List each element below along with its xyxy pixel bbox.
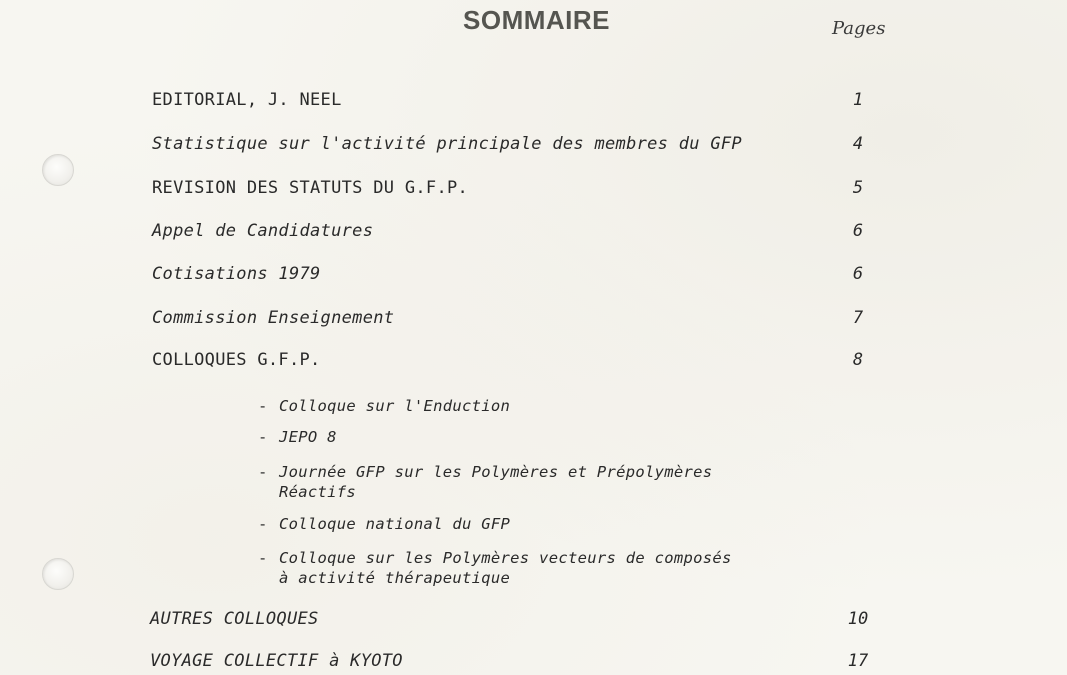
toc-entry-title: REVISION DES STATUTS DU G.F.P.	[152, 178, 469, 198]
toc-entry-title: Commission Enseignement	[152, 308, 395, 328]
colloque-sub-item-text: JEPO 8	[279, 428, 337, 446]
toc-entry-title: COLLOQUES G.F.P.	[152, 350, 321, 370]
toc-entry-autres-colloques	[0, 609, 1067, 633]
pages-column-header: Pages	[832, 18, 886, 39]
dash-bullet: -	[258, 428, 268, 446]
toc-entry-editorial	[0, 90, 1067, 114]
colloque-sub-item-text: Colloque sur les Polymères vecteurs de composés	[279, 549, 732, 567]
dash-bullet: -	[258, 515, 268, 533]
toc-entry-title: AUTRES COLLOQUES	[150, 609, 319, 629]
page-title: SOMMAIRE	[463, 5, 610, 35]
toc-entry-page: 4	[852, 134, 864, 154]
toc-entry-cotisations	[0, 264, 1067, 288]
toc-entry-commission-enseignement	[0, 308, 1067, 332]
toc-entry-title: Appel de Candidatures	[152, 221, 374, 241]
toc-entry-statistique	[0, 134, 1067, 158]
toc-entry-page: 5	[852, 178, 864, 198]
toc-entry-page: 8	[852, 350, 864, 370]
dash-bullet: -	[258, 549, 268, 567]
dash-bullet: -	[258, 397, 268, 415]
toc-entry-page: 1	[852, 90, 864, 110]
toc-entry-page: 6	[852, 264, 864, 284]
toc-entry-page: 10	[847, 609, 869, 629]
colloque-sub-item-continuation: Réactifs	[279, 483, 357, 501]
binder-hole-icon	[42, 558, 74, 590]
toc-entry-title: VOYAGE COLLECTIF à KYOTO	[150, 651, 403, 671]
toc-entry-page: 6	[852, 221, 864, 241]
dash-bullet: -	[258, 463, 268, 481]
colloque-sub-item-text: Colloque sur l'Enduction	[279, 397, 511, 415]
toc-entry-title: Statistique sur l'activité principale des membres du GFP	[152, 134, 742, 154]
colloque-sub-item-text: Journée GFP sur les Polymères et Prépolymères	[279, 463, 713, 481]
toc-entry-colloques-gfp	[0, 350, 1067, 374]
colloque-sub-item-text: Colloque national du GFP	[279, 515, 511, 533]
colloque-sub-item	[258, 548, 732, 588]
colloque-sub-item	[258, 396, 510, 416]
toc-entry-appel-candidatures	[0, 221, 1067, 245]
colloque-sub-item	[258, 514, 510, 534]
toc-entry-voyage-kyoto	[0, 651, 1067, 675]
toc-entry-page: 7	[852, 308, 864, 328]
toc-entry-page: 17	[847, 651, 869, 671]
colloque-sub-item-continuation: à activité thérapeutique	[279, 569, 511, 587]
colloque-sub-item	[258, 427, 337, 447]
toc-entry-title: EDITORIAL, J. NEEL	[152, 90, 342, 110]
colloque-sub-item	[258, 462, 712, 502]
toc-entry-title: Cotisations 1979	[152, 264, 321, 284]
toc-entry-revision-statuts	[0, 178, 1067, 202]
